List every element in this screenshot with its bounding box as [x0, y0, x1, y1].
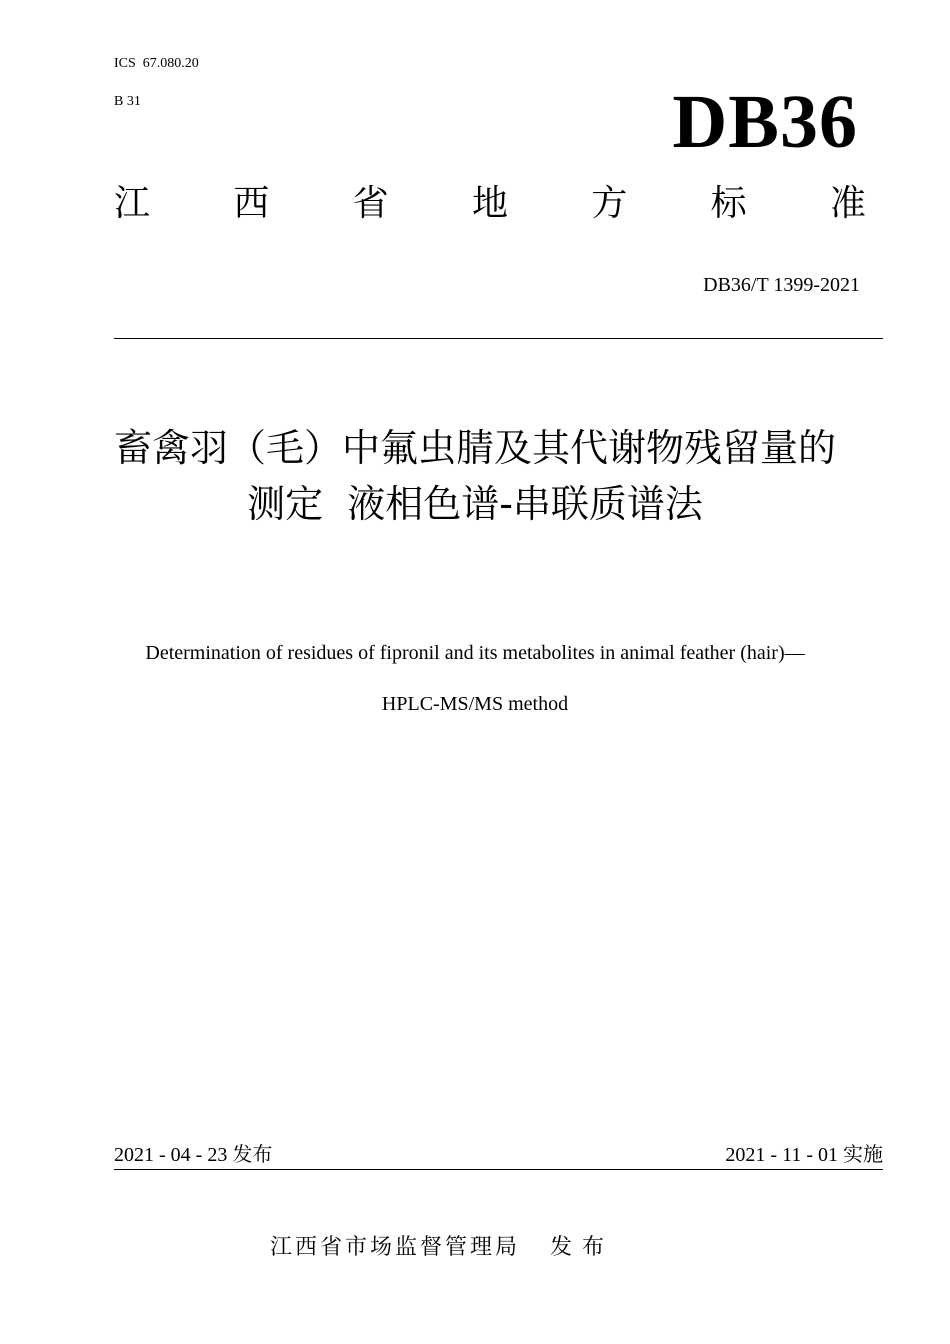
english-title-line-2: HPLC-MS/MS method: [381, 693, 569, 715]
standard-mark: DB36: [672, 80, 858, 164]
implement-date-group: [725, 1138, 883, 1167]
standard-type-char: 准: [829, 183, 866, 224]
ics-code: ICS 67.080.20: [114, 56, 199, 71]
release-date: 2021 - 04 - 23: [114, 1144, 228, 1166]
issuer-name: 江西省市场监督管理局: [270, 1235, 521, 1260]
implement-date: 2021 - 11 - 01: [725, 1144, 838, 1166]
issuer-verb: 发布: [550, 1235, 615, 1260]
english-title-line-1: Determination of residues of fipronil and its metabolites in animal feather (hair)—: [145, 642, 805, 664]
header-divider: [114, 338, 883, 339]
standard-type-char: 地: [471, 183, 508, 224]
chinese-title-line-1: 畜禽羽（毛）中氟虫腈及其代谢物残留量的: [113, 426, 836, 470]
date-row: [114, 1138, 883, 1170]
ccs-code: B 31: [114, 94, 141, 109]
standard-type: [114, 183, 866, 224]
release-label: 发布: [232, 1142, 273, 1166]
standard-number: DB36/T 1399-2021: [703, 274, 860, 296]
release-date-group: [114, 1138, 272, 1167]
standard-type-char: 江: [114, 183, 151, 224]
chinese-title-line-2: 测定 液相色谱-串联质谱法: [247, 482, 703, 526]
standard-type-char: 省: [352, 183, 389, 224]
issuer: [270, 1230, 614, 1261]
chinese-title: [60, 420, 890, 532]
standard-type-char: 标: [710, 183, 747, 224]
standard-type-char: 西: [233, 183, 270, 224]
implement-label: 实施: [843, 1142, 883, 1166]
standard-type-char: 方: [591, 183, 628, 224]
english-title: [60, 628, 890, 730]
